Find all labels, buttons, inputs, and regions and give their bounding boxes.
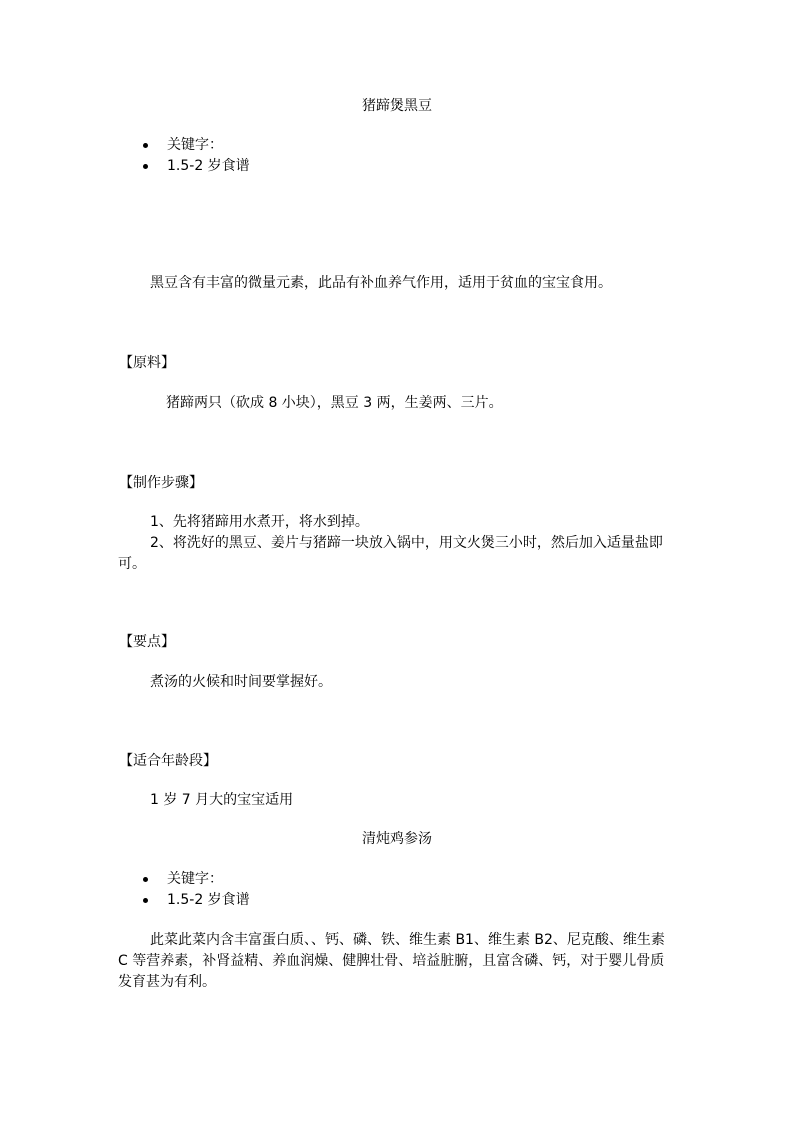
bullet-icon bbox=[143, 877, 148, 882]
recipe-tag: 1.5-2 岁食谱 bbox=[167, 892, 250, 908]
tips-text: 煮汤的火候和时间要掌握好。 bbox=[150, 674, 332, 690]
keywords-label: 关键字： bbox=[167, 871, 223, 887]
tips-heading: 【要点】 bbox=[119, 634, 175, 650]
recipe1-intro: 黑豆含有丰富的微量元素，此品有补血养气作用，适用于贫血的宝宝食用。 bbox=[150, 275, 612, 291]
recipe2-intro: 此菜此菜内含丰富蛋白质、、钙、磷、铁、维生素 B1、维生素 B2、尼克酸、维生素 C 等营养素，补肾益精、养血润燥、健脾壮骨、培益脏腑，且富含磷、钙，对于婴儿骨质发育甚为有利。 bbox=[118, 932, 665, 990]
age-text: 1 岁 7 月大的宝宝适用 bbox=[150, 792, 294, 808]
recipe1-keyword-list bbox=[140, 135, 250, 177]
recipe2-keyword-list bbox=[140, 869, 250, 911]
ingredients-text: 猪蹄两只（砍成 8 小块），黑豆 3 两，生姜两、三片。 bbox=[166, 395, 503, 411]
list-item bbox=[140, 890, 250, 911]
list-item bbox=[140, 156, 250, 177]
bullet-icon bbox=[143, 164, 148, 169]
step-2: 2、将洗好的黑豆、姜片与猪蹄一块放入锅中，用文火煲三小时，然后加入适量盐即可。 bbox=[118, 535, 663, 572]
bullet-icon bbox=[143, 898, 148, 903]
keywords-label: 关键字： bbox=[167, 137, 223, 153]
ingredients-heading: 【原料】 bbox=[119, 355, 175, 371]
recipe2-title: 清炖鸡参汤 bbox=[362, 831, 432, 847]
recipe1-title: 猪蹄煲黑豆 bbox=[362, 98, 432, 114]
bullet-icon bbox=[143, 143, 148, 148]
step-1: 1、先将猪蹄用水煮开，将水到掉。 bbox=[150, 514, 369, 530]
list-item bbox=[140, 135, 250, 156]
steps-heading: 【制作步骤】 bbox=[119, 475, 203, 491]
age-heading: 【适合年龄段】 bbox=[119, 753, 217, 769]
list-item bbox=[140, 869, 250, 890]
recipe-tag: 1.5-2 岁食谱 bbox=[167, 158, 250, 174]
